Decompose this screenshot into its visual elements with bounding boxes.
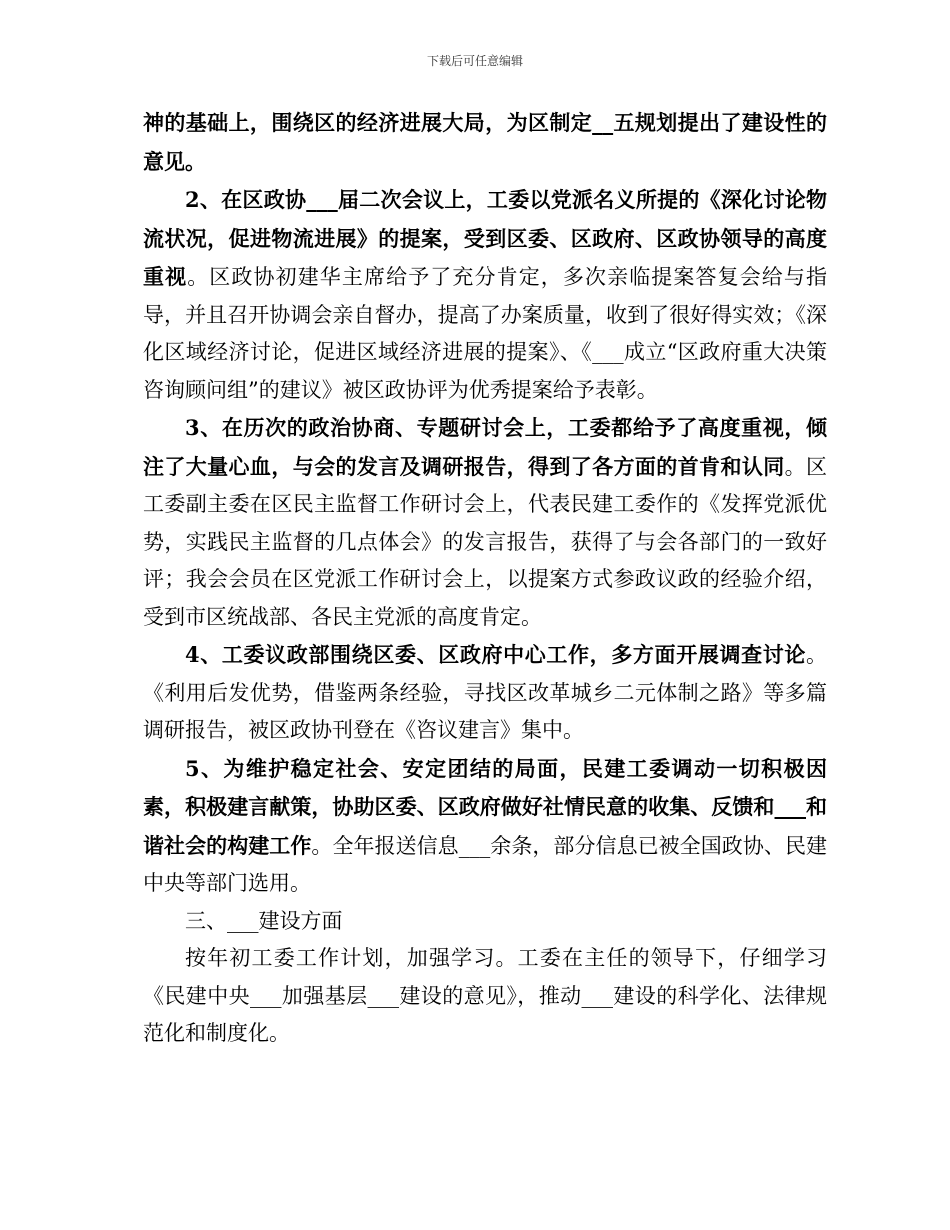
paragraph-bold-text: 4、工委议政部围绕区委、区政府中心工作，多方面开展调查讨论 [185,642,806,667]
paragraph-text: 按年初工委工作计划，加强学习。工委在主任的领导下，仔细学习《民建中央___加强基层___建设的意见》，推动___建设的科学化、法律规范化和制度化。 [143,946,827,1045]
document-body [143,104,827,1053]
paragraph-4 [143,636,827,750]
paragraph-3 [143,409,827,636]
paragraph-bold-text: 神的基础上，围绕区的经济进展大局，为区制定__五规划提出了建设性的意见。 [143,110,827,174]
paragraph-text: 。区政协初建华主席给予了充分肯定，多次亲临提案答复会给与指导，并且召开协调会亲自督办，提高了办案质量，收到了很好得实效；《深化区域经济讨论，促进区域经济进展的提案》、《___成立“区政府重大决策咨询顾问组”的建议》被区政协评为优秀提案给予表彰。 [143,265,828,402]
section-heading [143,903,827,941]
page-header: 下载后可任意编辑 [426,54,523,68]
paragraph-7 [143,940,827,1053]
paragraph-text: 。《利用后发优势，借鉴两条经验，寻找区改革城乡二元体制之路》等多篇调研报告，被区政协刊登在《咨议建言》集中。 [143,643,827,742]
paragraph-text: 。全年报送信息___余条，部分信息已被全国政协、民建中央等部门选用。 [143,833,828,895]
paragraph-bold-text: 2、在区政协___届二次会议上，工委以党派名义所提的《深化讨论物流状况，促进物流进展》的提案，受到区委、区政府、区政协领导的高度重视 [143,187,827,289]
paragraph-text: 。区工委副主委在区民主监督工作研讨会上，代表民建工委作的《发挥党派优势，实践民主监督的几点体会》的发言报告，获得了与会各部门的一致好评；我会会员在区党派工作研讨会上，以提案方式参政议政的经验介绍，受到市区统战部、各民主党派的高度肯定。 [143,454,828,629]
section-heading-text: 三、___建设方面 [185,908,343,933]
paragraph-bold-text: 5、为维护稳定社会、安定团结的局面，民建工委调动一切积极因素，积极建言献策，协助区委、区政府做好社情民意的收集、反馈和___和谐社会的构建工作 [143,755,827,858]
paragraph-2 [143,181,827,409]
paragraph-1 [143,104,827,181]
paragraph-bold-text: 3、在历次的政治协商、专题研讨会上，工委都给予了高度重视，倾注了大量心血，与会的发言及调研报告，得到了各方面的首肯和认同 [143,415,827,479]
paragraph-5 [143,750,827,903]
